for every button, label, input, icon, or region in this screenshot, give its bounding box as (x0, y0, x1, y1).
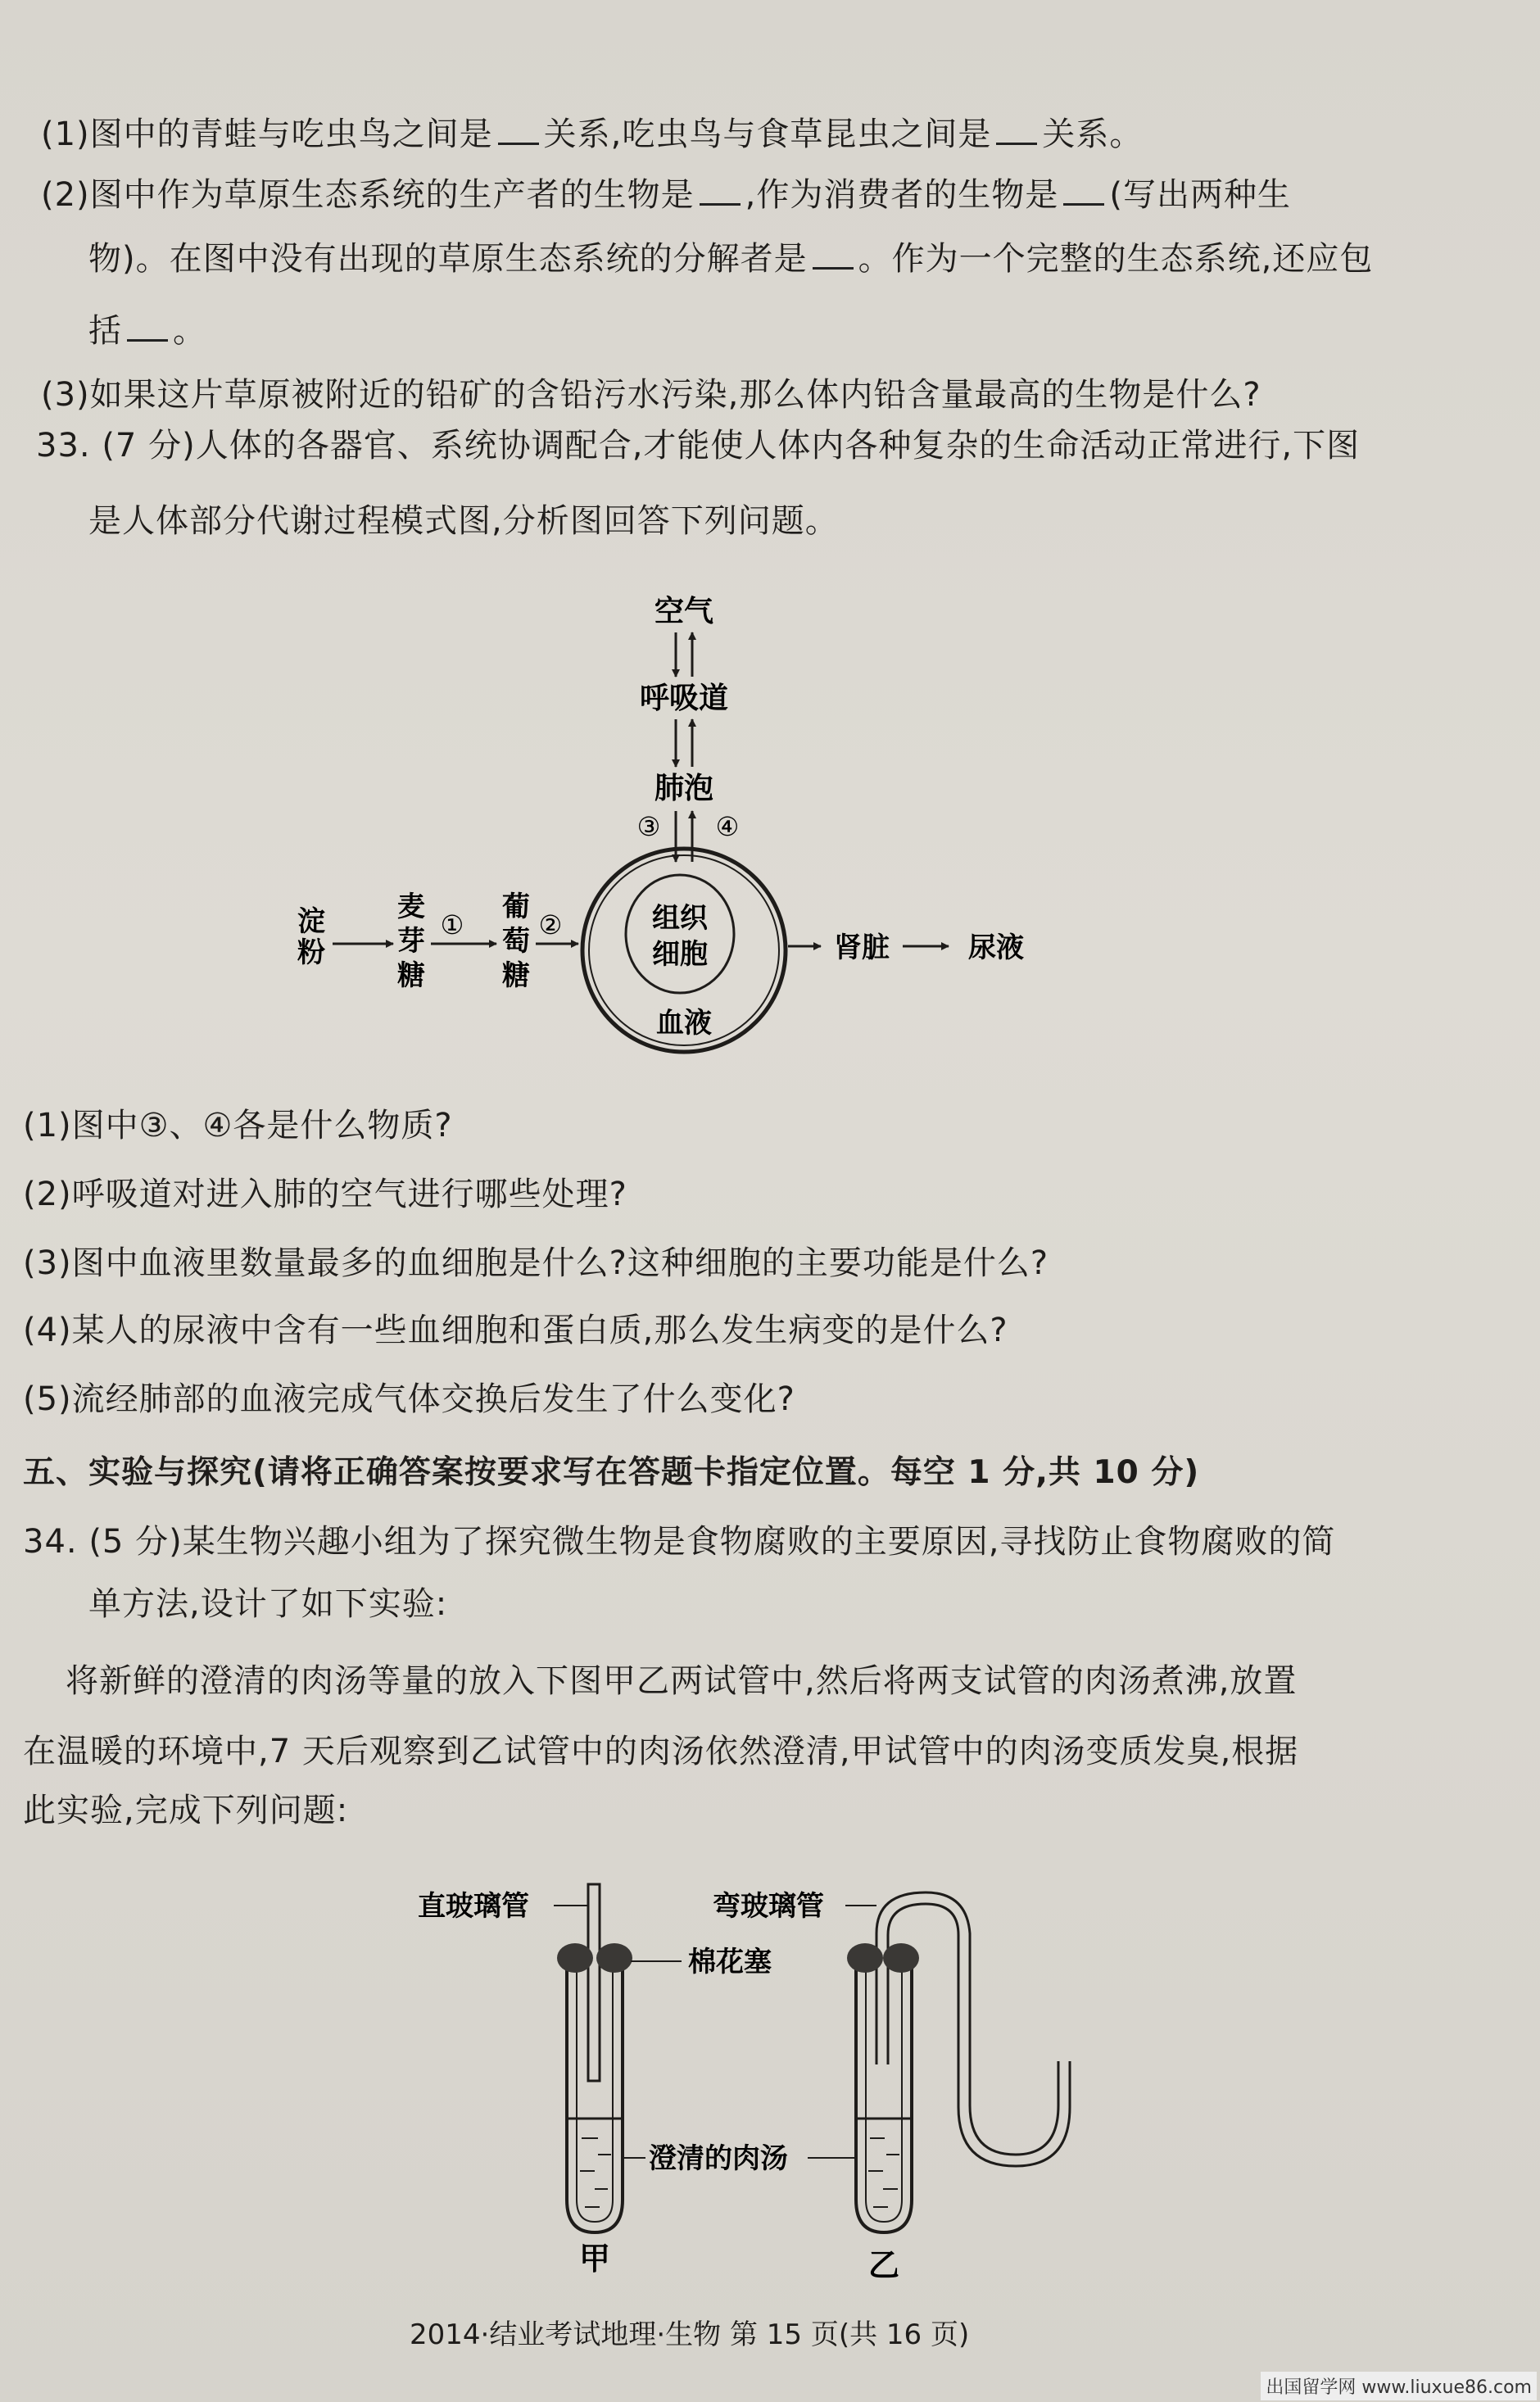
label-straight-tube: 直玻璃管 (418, 1890, 529, 1923)
tube-b-inner (866, 1953, 902, 2222)
label-blood: 血液 (656, 1007, 712, 1040)
test-tube-diagram-svg (393, 1876, 1130, 2286)
q32-sub2-text-d: 物)。在图中没有出现的草原生态系统的分解者是 (88, 240, 808, 278)
cotton-plug-b-left (847, 1943, 883, 1973)
q33-sub2: (2)呼吸道对进入肺的空气进行哪些处理? (23, 1176, 627, 1213)
q33-sub3: (3)图中血液里数量最多的血细胞是什么?这种细胞的主要功能是什么? (23, 1244, 1049, 1282)
cotton-plug-a-right (596, 1943, 632, 1973)
label-airway: 呼吸道 (639, 682, 729, 715)
label-urine: 尿液 (968, 931, 1024, 964)
q32-sub3: (3)如果这片草原被附近的铅矿的含铅污水污染,那么体内铅含量最高的生物是什么? (41, 376, 1261, 414)
label-starch-1: 淀 (297, 905, 325, 938)
answer-blank (1063, 175, 1104, 206)
metabolism-diagram-svg (279, 573, 1065, 1065)
q32-sub2-text-b: ,作为消费者的生物是 (745, 176, 1059, 214)
label-num3: ③ (636, 811, 661, 842)
q33-sub1: (1)图中③、④各是什么物质? (23, 1107, 453, 1144)
q34-para-1: 将新鲜的澄清的肉汤等量的放入下图甲乙两试管中,然后将两支试管的肉汤煮沸,放置 (66, 1662, 1298, 1700)
q32-sub2-cont2 (88, 311, 206, 351)
label-num1: ① (440, 909, 464, 940)
straight-glass-tube (588, 1884, 600, 2081)
label-glucose-2: 萄 (502, 925, 530, 958)
label-cotton: 棉花塞 (688, 1946, 772, 1978)
q32-sub2-cont (88, 239, 1373, 279)
q32-sub2-text-c: (写出两种生 (1109, 176, 1291, 214)
q33-sub4: (4)某人的尿液中含有一些血细胞和蛋白质,那么发生病变的是什么? (23, 1312, 1008, 1349)
label-alveoli: 肺泡 (654, 772, 714, 805)
q32-sub2-text-a: (2)图中作为草原生态系统的生产者的生物是 (41, 176, 695, 214)
q34-para-3: 此实验,完成下列问题: (23, 1792, 349, 1829)
q34-para-2: 在温暖的环境中,7 天后观察到乙试管中的肉汤依然澄清,甲试管中的肉汤变质发臭,根据 (23, 1733, 1299, 1770)
bent-glass-tube-outer (876, 1892, 1058, 2155)
q34-intro-1: 34. (5 分)某生物兴趣小组为了探究微生物是食物腐败的主要原因,寻找防止食物腐败的简 (23, 1523, 1336, 1561)
answer-blank (498, 115, 539, 145)
label-broth: 澄清的肉汤 (649, 2142, 788, 2175)
cotton-plug-a-left (557, 1943, 593, 1973)
answer-blank (996, 115, 1037, 145)
q32-sub2-text-g: 。 (173, 312, 206, 350)
label-tissue-2: 细胞 (652, 938, 708, 971)
answer-blank (700, 175, 741, 206)
label-tube-a: 甲 (578, 2241, 611, 2277)
q33-sub5: (5)流经肺部的血液完成气体交换后发生了什么变化? (23, 1380, 795, 1418)
page-footer: 2014·结业考试地理·生物 第 15 页(共 16 页) (410, 2318, 970, 2351)
label-starch-2: 粉 (297, 936, 325, 969)
label-maltose-2: 芽 (397, 925, 425, 958)
q34-intro-2: 单方法,设计了如下实验: (88, 1585, 448, 1623)
q32-sub2-text-e: 。作为一个完整的生态系统,还应包 (858, 240, 1374, 278)
site-watermark: 出国留学网 www.liuxue86.com (1261, 2372, 1537, 2400)
q32-sub2 (41, 175, 1291, 215)
q32-sub1-text-a: (1)图中的青蛙与吃虫鸟之间是 (41, 116, 493, 153)
tube-b-body (856, 1953, 912, 2232)
label-tube-b: 乙 (867, 2247, 900, 2283)
section5-heading: 五、实验与探究(请将正确答案按要求写在答题卡指定位置。每空 1 分,共 10 分) (23, 1454, 1200, 1491)
bent-glass-tube-inner (888, 1904, 1070, 2166)
label-bent-tube: 弯玻璃管 (713, 1890, 824, 1923)
label-air: 空气 (654, 595, 714, 628)
answer-blank (813, 239, 854, 270)
cotton-plug-b-right (883, 1943, 919, 1973)
q33-intro-2: 是人体部分代谢过程模式图,分析图回答下列问题。 (88, 502, 839, 540)
test-tube-diagram (393, 1876, 1130, 2286)
label-kidney: 肾脏 (834, 931, 890, 964)
label-glucose-3: 糖 (502, 959, 530, 992)
q32-sub1-text-c: 关系。 (1042, 116, 1144, 153)
label-num4: ④ (715, 811, 740, 842)
metabolism-diagram (279, 573, 1065, 1065)
q32-sub1-text-b: 关系,吃虫鸟与食草昆虫之间是 (543, 116, 992, 153)
label-maltose-3: 糖 (397, 959, 425, 992)
label-maltose-1: 麦 (397, 891, 425, 923)
label-glucose-1: 葡 (502, 891, 530, 923)
q33-intro-1: 33. (7 分)人体的各器官、系统协调配合,才能使人体内各种复杂的生命活动正常进行,下图 (36, 427, 1361, 465)
label-tissue-1: 组织 (652, 902, 708, 935)
answer-blank (127, 311, 168, 342)
q32-sub1 (41, 115, 1143, 154)
q32-sub2-text-f: 括 (88, 312, 122, 350)
label-num2: ② (538, 909, 563, 940)
